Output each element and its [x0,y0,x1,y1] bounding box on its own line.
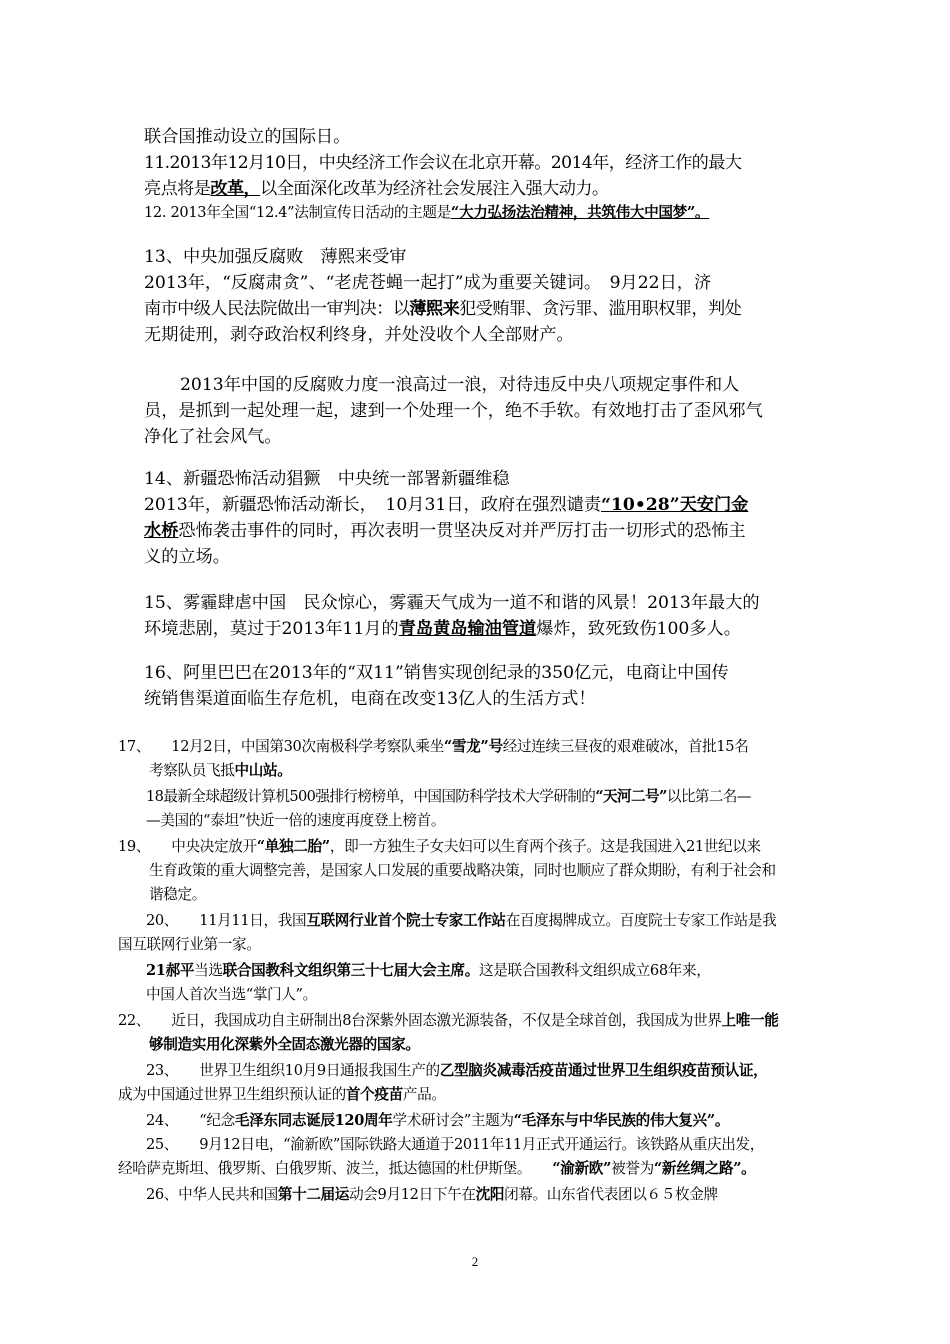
text-segment: 闭幕。山东省代表团以６５枚金牌 [504,1186,718,1203]
text-line [118,736,749,758]
text-line [180,372,739,398]
emphasized-text: “渝新欧” [552,1160,612,1177]
text-segment: 2013年，“反腐肃贪”、“老虎苍蝇一起打”成为重要关键词。 9月22日，济 [144,273,712,293]
text-line [149,1034,420,1056]
text-line [118,1010,779,1032]
emphasized-text: “大力弘扬法治精神，共筑伟大中国梦”。 [450,204,710,221]
text-segment: 12. 2013年全国“12.4”法制宣传日活动的主题是 [144,204,451,221]
text-line [146,1060,767,1082]
text-segment: 18最新全球超级计算机500强排行榜榜单，中国国防科学技术大学研制的 [146,788,596,805]
text-segment: 动会9月12日下午在 [349,1186,476,1203]
text-line [118,934,260,956]
text-segment: 国互联网行业第一家。 [118,936,261,953]
text-line [144,398,763,424]
text-line [144,322,574,348]
emphasized-text: “毛泽东与中华民族的伟大复兴”。 [513,1112,730,1129]
emphasized-text: 21郝平 [146,962,195,979]
text-line [144,466,510,492]
emphasized-text: 互联网行业首个院士专家工作站 [306,912,506,929]
text-segment: 成为中国通过世界卫生组织预认证的 [118,1086,346,1103]
emphasized-text: 青岛黄岛输油管道 [398,619,537,639]
text-segment: 24、 “纪念 [146,1112,235,1129]
text-segment: 26、中华人民共和国 [146,1186,278,1203]
text-segment: 亮点将是 [144,179,211,199]
text-line [144,686,596,712]
text-line [144,202,709,224]
text-line [146,1134,764,1156]
text-segment: 16、阿里巴巴在2013年的“双11”销售实现创纪录的350亿元，电商让中国传 [144,663,729,683]
emphasized-text: 中山站。 [234,762,292,779]
text-segment: 13、中央加强反腐败 薄熙来受审 [144,247,407,267]
text-segment: 这是联合国教科文组织成立68年来， [479,962,711,979]
emphasized-text: 够制造实用化深紫外全固态激光器的国家。 [149,1036,420,1053]
emphasized-text: 改革， [210,179,261,199]
text-line [144,296,741,322]
text-segment: 环境悲剧，莫过于2013年11月的 [144,619,399,639]
emphasized-text: 第十二届运 [277,1186,350,1203]
text-line [118,836,761,858]
text-segment: 经过连续三昼夜的艰难破冰，首批15名 [502,738,749,755]
text-segment: 25、 9月12日电，“渝新欧”国际铁路大通道于2011年11月正式开通运行。该铁路从重庆出发， [146,1136,764,1153]
text-line [146,1110,729,1132]
emphasized-text: 首个疫苗 [345,1086,403,1103]
text-segment: 员，是抓到一起处理一起，逮到一个处理一个，绝不手软。有效地打击了歪风邪气 [144,401,763,421]
text-line [144,616,741,642]
emphasized-text: 沈阳 [475,1186,505,1203]
text-line [144,492,748,518]
emphasized-text: 上唯一能 [721,1012,779,1029]
text-segment: 11.2013年12月10日，中央经济工作会议在北京开幕。2014年，经济工作的最大 [144,153,742,173]
text-line [149,884,206,906]
text-segment: 犯受贿罪、贪污罪、滥用职权罪，判处 [459,299,742,319]
text-segment: 义的立场。 [144,547,230,567]
emphasized-text: “单独二胎” [256,838,330,855]
text-line [149,760,291,782]
text-line [144,424,282,450]
text-segment: 产品。 [402,1086,446,1103]
text-segment: —美国的“泰坦”快近一倍的速度再度登上榜首。 [146,812,446,829]
text-segment: 爆炸，致死致伤100多人。 [536,619,741,639]
text-line [149,860,776,882]
text-line [144,176,608,202]
text-line [118,1084,446,1106]
text-segment: 15、雾霾肆虐中国 民众惊心，雾霾天气成为一道不和谐的风景！2013年最大的 [144,593,760,613]
text-segment: 以全面深化改革为经济社会发展注入强大动力。 [260,179,609,199]
text-segment: 22、 近日，我国成功自主研制出8台深紫外固态激光源装备，不仅是全球首创，我国成为世界 [118,1012,722,1029]
text-line [146,1184,718,1206]
emphasized-text: “天河二号” [595,788,667,805]
text-segment: 20、 11月11日，我国 [146,912,307,929]
text-segment: 经哈萨克斯坦、俄罗斯、白俄罗斯、波兰，抵达德国的杜伊斯堡。 [118,1160,553,1177]
text-segment: 17、 12月2日，中国第30次南极科学考察队乘坐 [118,738,444,755]
emphasized-text: 乙型脑炎减毒活疫苗通过世界卫生组织疫苗预认证， [439,1062,768,1079]
emphasized-text: “雪龙”号 [443,738,503,755]
text-line [146,984,317,1006]
text-segment: 2013年中国的反腐败力度一浪高过一浪，对待违反中央八项规定事件和人 [180,375,740,395]
text-line [144,544,230,570]
text-line [144,660,729,686]
text-line [144,518,746,544]
text-segment: 净化了社会风气。 [144,427,282,447]
emphasized-text: “10•28”天安门金 [601,495,749,515]
text-segment: 19、 中央决定放开 [118,838,257,855]
text-line [144,150,741,176]
text-segment: 在百度揭牌成立。百度院士专家工作站是我 [505,912,777,929]
text-segment: 无期徒刑，剥夺政治权利终身，并处没收个人全部财产。 [144,325,574,345]
text-line [146,810,445,832]
text-line [144,270,711,296]
text-segment: 中国人首次当选“掌门人”。 [146,986,317,1003]
text-segment: 生育政策的重大调整完善，是国家人口发展的重要战略决策，同时也顺应了群众期盼，有利于社会和 [149,862,776,879]
text-segment: 恐怖袭击事件的同时，再次表明一贯坚决反对并严厉打击一切形式的恐怖主 [178,521,746,541]
text-segment: 23、 世界卫生组织10月9日通报我国生产的 [146,1062,440,1079]
text-segment: 14、新疆恐怖活动猖獗 中央统一部署新疆维稳 [144,469,510,489]
text-segment: 被誉为 [611,1160,654,1177]
text-segment: 南市中级人民法院做出一审判决：以 [144,299,410,319]
text-line [144,244,407,270]
page-number: 2 [471,1254,479,1269]
text-line [146,960,711,982]
emphasized-text: 薄熙来 [409,299,460,319]
text-line [146,910,776,932]
text-segment: 学术研讨会”主题为 [392,1112,514,1129]
text-segment: 统销售渠道面临生存危机，电商在改变13亿人的生活方式！ [144,689,596,709]
text-segment: 以比第二名— [666,788,751,805]
text-segment: 当选 [194,962,223,979]
text-line [118,1158,755,1180]
text-segment: 联合国推动设立的国际日。 [144,127,351,147]
emphasized-text: 毛泽东同志诞辰120周年 [234,1112,393,1129]
text-line [144,590,760,616]
text-segment: 考察队员飞抵 [149,762,235,779]
text-segment: 2013年，新疆恐怖活动渐长， 10月31日，政府在强烈谴责 [144,495,602,515]
text-line [146,786,751,808]
emphasized-text: 联合国教科文组织第三十七届大会主席。 [222,962,479,979]
text-segment: 谐稳定。 [149,886,206,903]
emphasized-text: 水桥 [144,521,179,541]
text-segment: ，即一方独生子女夫妇可以生育两个孩子。这是我国进入21世纪以来 [329,838,761,855]
emphasized-text: “新丝绸之路”。 [653,1160,756,1177]
text-line [144,124,350,150]
